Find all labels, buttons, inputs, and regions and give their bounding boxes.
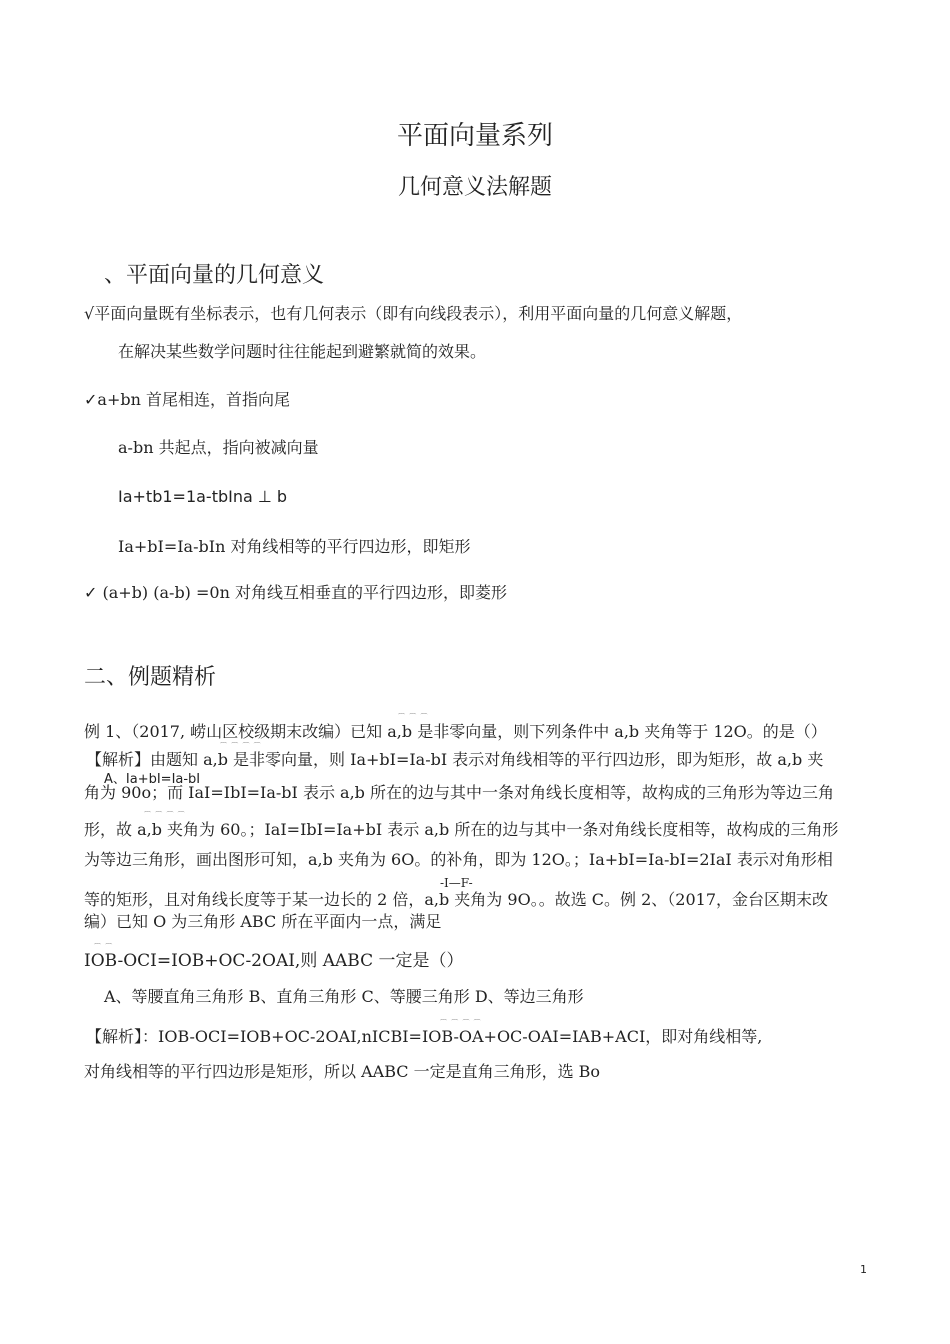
section-1-item-3: Ia+tb1=1a-tbIna ⊥ b <box>118 487 288 506</box>
example-1-analysis-line-3: 形，故 a,b 夹角为 60。；IaI=IbI=Ia+bI 表示 a,b 所在的边与其中一条对角线长度相等，故构成的三角形 <box>84 820 839 839</box>
section-2-heading: 二、例题精析 <box>84 665 217 690</box>
example-1-option-a: A、Ia+bI=Ia-bI <box>104 772 201 787</box>
example-1-analysis-line-4: 为等边三角形，画出图形可知，a,b 夹角为 6O。的补角，即为 12O。；Ia+bI=Ia-bI=2IaI 表示对角形相 <box>84 850 833 869</box>
figure-fragment: -I—F- <box>440 876 473 890</box>
vector-arrow-marks: ⌒ ⌒ ⌒ ⌒ <box>220 742 262 750</box>
vector-arrow-marks: ⌒ ⌒ ⌒ <box>398 713 429 721</box>
vector-arrow-marks: ⌒ ⌒ ⌒ ⌒ <box>144 811 186 819</box>
example-1-analysis-line-1: 【解析】由题知 a,b 是非零向量，则 Ia+bI=Ia-bI 表示对角线相等的平行四边形，即为矩形，故 a,b 夹 <box>86 750 824 769</box>
section-1-item-5: ✓ (a+b) (a-b) =0n 对角线互相垂直的平行四边形，即菱形 <box>84 583 507 602</box>
example-2-options: A、等腰直角三角形 B、直角三角形 C、等腰三角形 D、等边三角形 <box>104 987 584 1006</box>
section-1-intro-line-1: √平面向量既有坐标表示，也有几何表示（即有向线段表示），利用平面向量的几何意义解题， <box>84 304 743 323</box>
example-2-analysis-line-2: 对角线相等的平行四边形是矩形，所以 AABC 一定是直角三角形，选 Bo <box>84 1062 601 1081</box>
page-number: 1 <box>860 1263 867 1276</box>
example-2-line-2: 编）已知 O 为三角形 ABC 所在平面内一点，满足 <box>84 912 442 931</box>
section-1-intro-line-2: 在解决某些数学问题时往往能起到避繁就简的效果。 <box>118 342 487 361</box>
section-1-item-1: ✓a+bn 首尾相连，首指向尾 <box>84 390 290 409</box>
example-2-condition: IOB-OCI=IOB+OC-2OAI,则 AABC 一定是（） <box>84 951 464 971</box>
section-1-heading: 、平面向量的几何意义 <box>104 263 325 288</box>
document-title: 平面向量系列 <box>396 121 553 151</box>
example-2-analysis-line-1: 【解析】：IOB-OCI=IOB+OC-2OAI,nICBI=IOB-OA+OC-OAI=IAB+ACI，即对角线相等, <box>86 1027 763 1046</box>
vector-arrow-marks: ⌒ ⌒ ⌒ ⌒ <box>440 1019 482 1027</box>
example-1-analysis-line-2: 角为 90o；而 IaI=IbI=Ia-bI 表示 a,b 所在的边与其中一条对角线长度相等，故构成的三角形为等边三角 <box>84 783 834 802</box>
vector-arrow-marks: ⌒ ⌒ <box>94 943 114 951</box>
example-1-question: 例 1、（2017, 崂山区校级期末改编）已知 a,b 是非零向量，则下列条件中 a,b 夹角等于 12O。的是（） <box>84 722 827 741</box>
document-subtitle: 几何意义法解题 <box>397 175 552 200</box>
section-1-item-2: a-bn 共起点，指向被减向量 <box>118 438 319 457</box>
section-1-item-4: Ia+bI=Ia-bIn 对角线相等的平行四边形，即矩形 <box>118 537 471 556</box>
example-2-line-1: 等的矩形，且对角线长度等于某一边长的 2 倍，a,b 夹角为 9O。。故选 C。例 2、（2017，金台区期末改 <box>84 890 829 909</box>
